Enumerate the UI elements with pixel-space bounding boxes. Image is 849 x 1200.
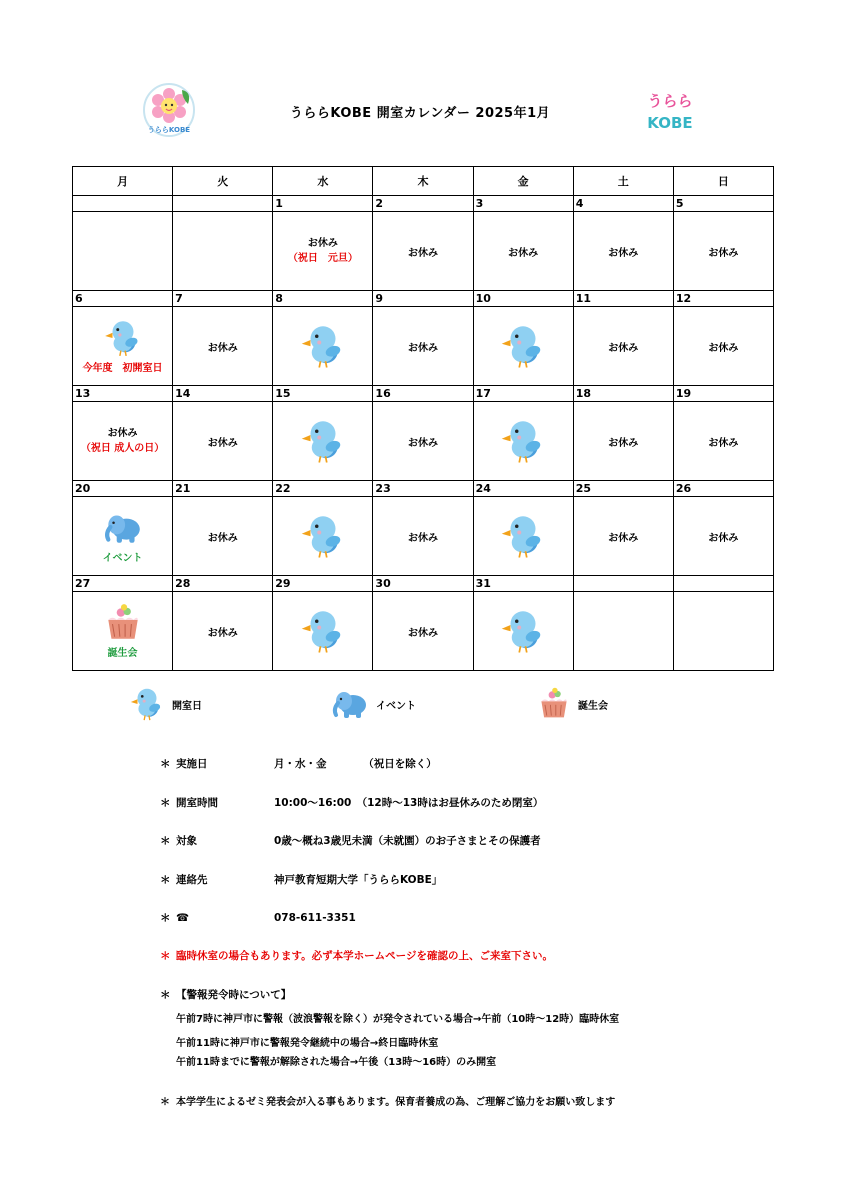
closed-label: お休み (207, 437, 238, 449)
logo-left-text: うららKOBE (147, 126, 191, 134)
holiday-note: （祝日 元旦） (287, 253, 358, 264)
date-number-sun: 12 (673, 291, 773, 307)
bird-icon (273, 320, 372, 373)
date-number-fri: 10 (473, 291, 573, 307)
legend-event (330, 684, 416, 724)
weekday-sat: 土 (573, 167, 673, 196)
info-label: 連絡先 (176, 874, 208, 886)
day-cell-wed (273, 212, 373, 291)
bird-icon (474, 605, 573, 658)
day-cell-sat (573, 592, 673, 671)
logo-right-top-text: うらら (647, 92, 693, 110)
day-cell-mon (73, 497, 173, 576)
day-cell-tue (173, 402, 273, 481)
closed-label: お休み (708, 437, 739, 449)
temporary-closure-notice: ＊ 臨時休室の場合もあります。必ず本学ホームページを確認の上、ご来室下さい。 (160, 950, 553, 962)
date-number-fri: 17 (473, 386, 573, 402)
date-number-mon: 27 (73, 576, 173, 592)
date-number-wed: 8 (273, 291, 373, 307)
week-body-row (73, 212, 774, 291)
closed-label: お休み (207, 627, 238, 639)
closed-label: お休み (708, 532, 739, 544)
weekday-mon: 月 (73, 167, 173, 196)
date-number-sun: 26 (673, 481, 773, 497)
day-cell-sat (573, 402, 673, 481)
day-cell-mon (73, 212, 173, 291)
closed-label: お休み (608, 532, 639, 544)
day-cell-sat (573, 307, 673, 386)
week-body-row (73, 402, 774, 481)
date-number-sun (673, 576, 773, 592)
closed-label: お休み (608, 247, 639, 259)
urara-kobe-flower-logo (142, 82, 196, 138)
day-cell-tue (173, 212, 273, 291)
date-number-wed: 22 (273, 481, 373, 497)
legend-birthday (536, 684, 608, 724)
footer-note: ＊ 本学学生によるゼミ発表会が入る事もあります。保育者養成の為、ご理解ご協力をお願い致します (160, 1097, 616, 1108)
date-number-thu: 30 (373, 576, 473, 592)
closed-label: お休み (407, 342, 438, 354)
bird-icon (474, 510, 573, 563)
date-number-wed: 15 (273, 386, 373, 402)
week-body-row (73, 497, 774, 576)
date-number-fri: 3 (473, 196, 573, 212)
closed-label: お休み (508, 247, 539, 259)
day-cell-thu (373, 307, 473, 386)
legend-open-label: 開室日 (172, 700, 202, 712)
weekday-wed: 水 (273, 167, 373, 196)
phone-icon: ☎ (176, 912, 190, 924)
day-cell-sun (673, 307, 773, 386)
cell-caption: 今年度 初開室日 (82, 363, 163, 374)
info-label: 開室時間 (176, 797, 218, 809)
date-number-mon: 20 (73, 481, 173, 497)
day-cell-wed (273, 402, 373, 481)
closed-label: お休み (407, 437, 438, 449)
holiday-note: （祝日 成人の日） (80, 443, 165, 454)
day-cell-wed (273, 497, 373, 576)
info-row-contact: ＊ 連絡先 神戸教育短期大学「うららKOBE」 (160, 874, 443, 886)
bird-icon (474, 320, 573, 373)
date-number-tue (173, 196, 273, 212)
bird-icon (128, 684, 166, 725)
info-value: 月・水・金 （祝日を除く） (274, 758, 437, 770)
cake-icon (73, 601, 172, 646)
date-number-mon (73, 196, 173, 212)
info-row-phone: ＊ ☎ 078-611-3351 (160, 912, 356, 924)
day-cell-tue (173, 592, 273, 671)
date-number-tue: 7 (173, 291, 273, 307)
date-number-mon: 6 (73, 291, 173, 307)
info-label: 対象 (176, 835, 197, 847)
day-cell-fri (473, 212, 573, 291)
weekday-header-row (73, 167, 774, 196)
alert-line: 午前11時までに警報が解除された場合→午後（13時～16時）のみ開室 (176, 1057, 497, 1068)
legend-open (128, 684, 202, 724)
cell-caption: 誕生会 (107, 648, 138, 659)
date-number-thu: 2 (373, 196, 473, 212)
info-label: 実施日 (176, 758, 208, 770)
closed-label: お休み (708, 247, 739, 259)
closed-label: お休み (407, 247, 438, 259)
logo-right-bottom-text: KOBE (647, 114, 693, 132)
closed-label: お休み (407, 627, 438, 639)
date-number-sat: 4 (573, 196, 673, 212)
week-body-row (73, 307, 774, 386)
day-cell-sun (673, 402, 773, 481)
date-number-sat: 25 (573, 481, 673, 497)
closed-label: お休み (207, 342, 238, 354)
bird-icon (273, 415, 372, 468)
date-number-wed: 29 (273, 576, 373, 592)
alert-heading: ＊ 【警報発令時について】 (160, 989, 292, 1001)
info-row-target: ＊ 対象 0歳～概ね3歳児未満（未就園）のお子さまとその保護者 (160, 835, 541, 847)
bird-icon (273, 605, 372, 658)
cake-icon (536, 685, 572, 724)
date-number-thu: 9 (373, 291, 473, 307)
weekday-tue: 火 (173, 167, 273, 196)
legend-event-label: イベント (376, 700, 416, 712)
weekday-fri: 金 (473, 167, 573, 196)
elephant-icon (330, 683, 370, 726)
day-cell-sun (673, 592, 773, 671)
date-number-sat: 11 (573, 291, 673, 307)
day-cell-thu (373, 212, 473, 291)
date-number-fri: 24 (473, 481, 573, 497)
day-cell-sat (573, 212, 673, 291)
date-number-thu: 23 (373, 481, 473, 497)
day-cell-mon (73, 592, 173, 671)
date-number-tue: 28 (173, 576, 273, 592)
info-row-hours: ＊ 開室時間 10:00～16:00 （12時～13時はお昼休みのため閉室） (160, 797, 544, 809)
alert-line: 午前11時に神戸市に警報発令継続中の場合→終日臨時休室 (176, 1038, 439, 1049)
legend-birthday-label: 誕生会 (578, 700, 608, 712)
closed-label: お休み (407, 532, 438, 544)
closed-label: お休み (608, 437, 639, 449)
date-row (73, 576, 774, 592)
date-number-mon: 13 (73, 386, 173, 402)
closed-label: お休み (608, 342, 639, 354)
date-number-wed: 1 (273, 196, 373, 212)
day-cell-wed (273, 592, 373, 671)
day-cell-thu (373, 592, 473, 671)
date-row (73, 481, 774, 497)
date-number-sun: 19 (673, 386, 773, 402)
phone-number: 078-611-3351 (274, 912, 356, 924)
date-number-thu: 16 (373, 386, 473, 402)
bird-icon (273, 510, 372, 563)
info-row-days: ＊ 実施日 月・水・金 （祝日を除く） (160, 758, 437, 770)
cell-caption: イベント (102, 553, 143, 564)
day-cell-fri (473, 592, 573, 671)
day-cell-mon (73, 307, 173, 386)
closed-label: お休み (307, 238, 338, 249)
elephant-icon (73, 506, 172, 551)
day-cell-sat (573, 497, 673, 576)
urara-kobe-text-logo (642, 88, 698, 138)
bird-icon (474, 415, 573, 468)
day-cell-sun (673, 497, 773, 576)
info-value: 0歳～概ね3歳児未満（未就園）のお子さまとその保護者 (274, 835, 541, 847)
date-number-sun: 5 (673, 196, 773, 212)
day-cell-fri (473, 307, 573, 386)
weekday-sun: 日 (673, 167, 773, 196)
closed-label: お休み (207, 532, 238, 544)
closed-label: お休み (708, 342, 739, 354)
date-row (73, 196, 774, 212)
date-number-tue: 14 (173, 386, 273, 402)
day-cell-sun (673, 212, 773, 291)
day-cell-fri (473, 402, 573, 481)
date-row (73, 386, 774, 402)
closed-label: お休み (107, 428, 138, 439)
date-row (73, 291, 774, 307)
calendar-table (72, 166, 774, 671)
day-cell-wed (273, 307, 373, 386)
week-body-row (73, 592, 774, 671)
date-number-sat (573, 576, 673, 592)
day-cell-thu (373, 497, 473, 576)
date-number-tue: 21 (173, 481, 273, 497)
day-cell-mon (73, 402, 173, 481)
day-cell-fri (473, 497, 573, 576)
info-value: 神戸教育短期大学「うららKOBE」 (274, 874, 443, 886)
weekday-thu: 木 (373, 167, 473, 196)
day-cell-tue (173, 497, 273, 576)
page-title: うららKOBE 開室カレンダー 2025年1月 (289, 106, 551, 121)
day-cell-thu (373, 402, 473, 481)
info-value: 10:00～16:00 （12時～13時はお昼休みのため閉室） (274, 797, 544, 809)
day-cell-tue (173, 307, 273, 386)
date-number-sat: 18 (573, 386, 673, 402)
date-number-fri: 31 (473, 576, 573, 592)
bird-icon (73, 316, 172, 361)
alert-line: 午前7時に神戸市に警報（波浪警報を除く）が発令されている場合→午前（10時～12時）臨時休室 (176, 1014, 620, 1025)
